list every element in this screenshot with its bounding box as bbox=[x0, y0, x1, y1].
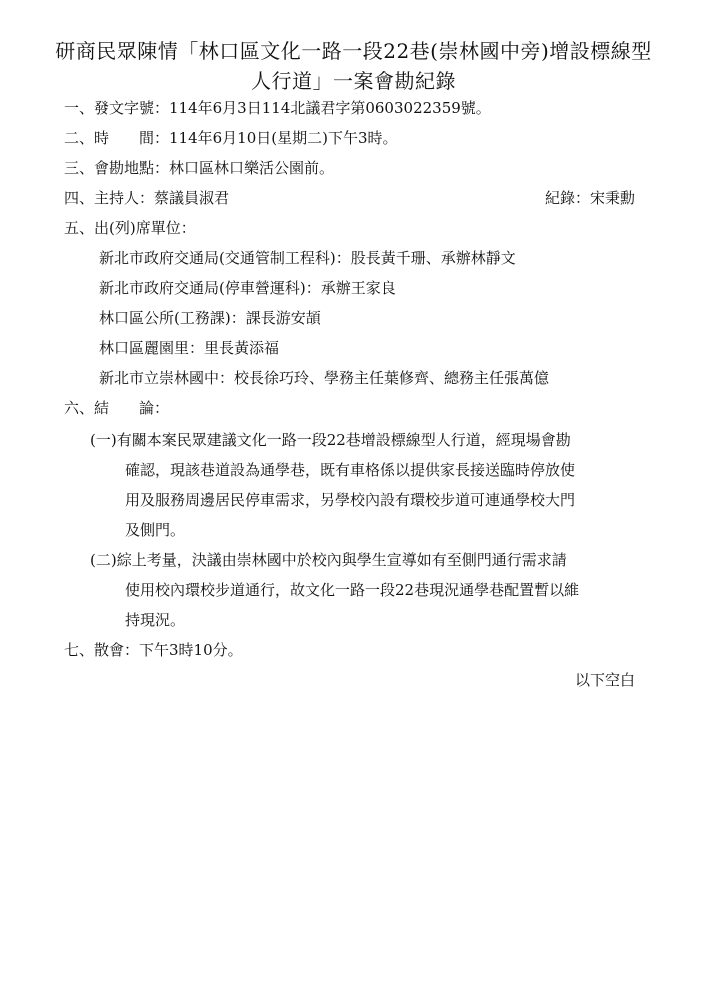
item-adjournment: 七、散會：下午3時10分。 bbox=[64, 641, 243, 659]
attendee-row: 林口區公所(工務課)：課長游安頡 bbox=[99, 309, 321, 327]
attendee-row: 新北市政府交通局(停車營運科)：承辦王家良 bbox=[99, 279, 396, 297]
item-attendees-heading: 五、出(列)席單位： bbox=[64, 219, 196, 237]
conclusion-1-line: (一)有關本案民眾建議文化一路一段22巷增設標線型人行道，經現場會勘 bbox=[90, 431, 571, 449]
attendee-row: 新北市立崇林國中：校長徐巧玲、學務主任葉修齊、總務主任張萬億 bbox=[99, 369, 550, 387]
conclusion-2-line: 使用校內環校步道通行，故文化一路一段22巷現況通學巷配置暫以維 bbox=[125, 581, 580, 599]
conclusion-1-line: 用及服務周邊居民停車需求，另學校內設有環校步道可連通學校大門 bbox=[125, 491, 576, 509]
conclusion-1-line: 確認，現該巷道設為通學巷，既有車格係以提供家長接送臨時停放使 bbox=[125, 461, 576, 479]
item-recorder: 紀錄：宋秉勳 bbox=[544, 189, 635, 207]
blank-below-note: 以下空白 bbox=[574, 671, 635, 689]
item-document-number: 一、發文字號：114年6月3日114北議君字第0603022359號。 bbox=[64, 99, 491, 117]
document-title-line-1: 研商民眾陳情「林口區文化一路一段22巷(崇林國中旁)增設標線型 bbox=[55, 39, 652, 63]
attendee-row: 林口區麗園里：里長黃添福 bbox=[99, 339, 280, 357]
document-title-line-2: 人行道」一案會勘紀錄 bbox=[251, 69, 456, 93]
item-meeting-time: 二、時 間：114年6月10日(星期二)下午3時。 bbox=[64, 129, 398, 147]
conclusion-2-line: 持現況。 bbox=[125, 611, 186, 629]
item-inspection-location: 三、會勘地點：林口區林口樂活公園前。 bbox=[64, 159, 335, 177]
conclusion-2-line: (二)綜上考量，決議由崇林國中於校內與學生宣導如有至側門通行需求請 bbox=[90, 551, 567, 569]
item-conclusion-heading: 六、結 論： bbox=[64, 399, 170, 417]
attendee-row: 新北市政府交通局(交通管制工程科)：股長黃千珊、承辦林靜文 bbox=[99, 249, 516, 267]
conclusion-1-line: 及側門。 bbox=[125, 521, 186, 539]
item-host: 四、主持人：蔡議員淑君 bbox=[64, 189, 230, 207]
